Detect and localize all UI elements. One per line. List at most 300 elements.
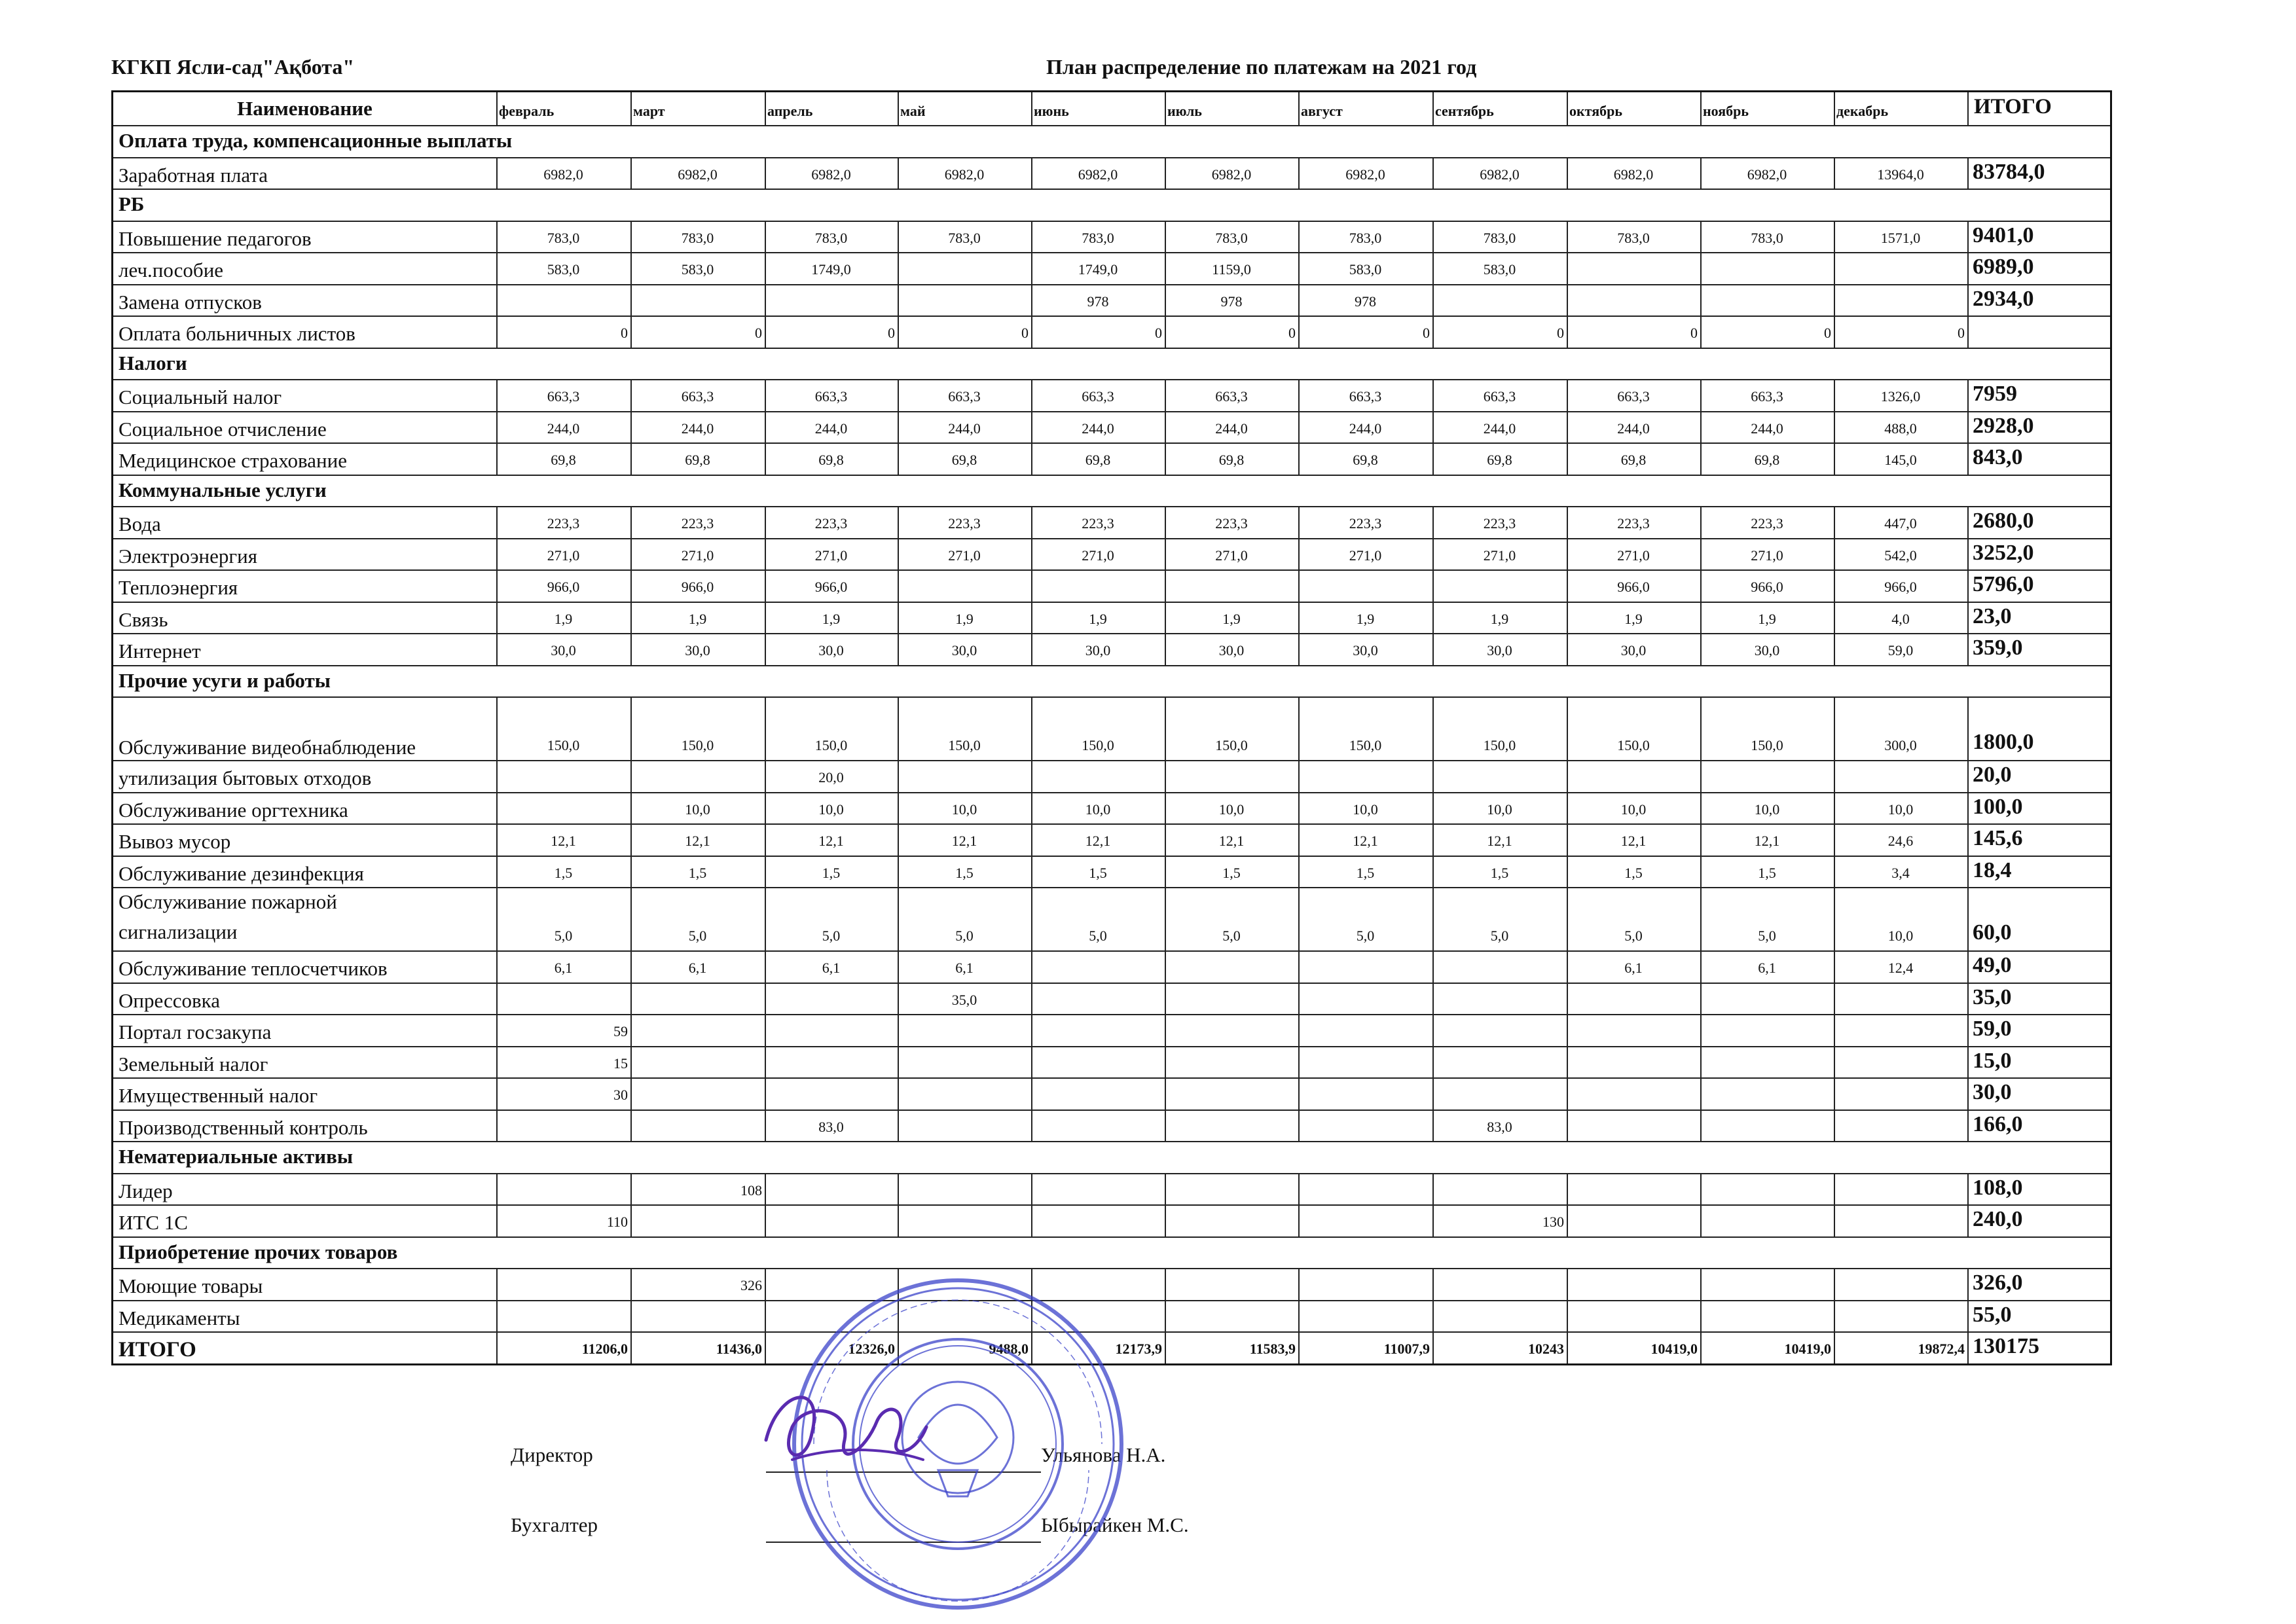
column-divider <box>898 252 899 284</box>
column-divider <box>1031 1300 1032 1332</box>
month-value <box>1834 252 1967 284</box>
row-label: Производственный контроль <box>118 1115 368 1139</box>
column-divider <box>496 856 498 888</box>
row-total: 2928,0 <box>1973 413 2034 438</box>
month-value: 783,0 <box>1751 229 1783 246</box>
column-divider <box>1165 696 1166 760</box>
column-divider <box>1700 887 1702 950</box>
header-month-6: июль <box>1167 103 1202 119</box>
column-divider <box>1432 1331 1434 1363</box>
column-divider <box>496 1300 498 1332</box>
column-divider <box>630 983 632 1015</box>
month-value: 244,0 <box>814 420 848 437</box>
row-label: Портал госзакупа <box>118 1020 272 1043</box>
column-divider <box>1432 633 1434 665</box>
column-divider <box>1967 252 1969 284</box>
column-divider <box>630 950 632 983</box>
column-divider <box>1567 696 1568 760</box>
month-value: 12,1 <box>1487 833 1512 849</box>
column-divider <box>1967 1014 1969 1046</box>
column-divider <box>765 950 766 983</box>
column-divider <box>1700 284 1702 316</box>
month-value <box>1298 1077 1432 1110</box>
month-value: 13964,0 <box>1877 166 1924 183</box>
column-divider <box>898 1077 899 1110</box>
month-value: 6982,0 <box>944 166 985 183</box>
row-label: Оплата больничных листов <box>118 322 355 345</box>
month-value <box>1700 1204 1834 1236</box>
month-value: 150,0 <box>681 737 714 753</box>
month-value <box>1700 1014 1834 1046</box>
month-value <box>1031 760 1165 792</box>
column-divider <box>898 506 899 538</box>
column-divider <box>1834 1046 1835 1078</box>
column-divider <box>1432 887 1434 950</box>
month-value: 12,1 <box>1353 833 1378 849</box>
column-divider <box>1031 316 1032 348</box>
column-divider <box>1165 284 1166 316</box>
grand-total-month-value: 9488,0 <box>989 1341 1029 1357</box>
month-value: 271,0 <box>1483 547 1516 564</box>
column-divider <box>1567 316 1568 348</box>
row-total: 18,4 <box>1973 857 2012 882</box>
month-value <box>496 1300 630 1332</box>
column-divider <box>630 887 632 950</box>
column-divider <box>630 1204 632 1236</box>
month-value: 663,3 <box>1082 388 1114 405</box>
month-value <box>1432 1173 1567 1205</box>
accountant-signature-line <box>766 1542 1041 1543</box>
column-divider <box>1567 1110 1568 1142</box>
column-divider <box>765 442 766 475</box>
month-value: 6,1 <box>554 960 573 976</box>
month-value <box>1165 1204 1298 1236</box>
section-heading: Оплата труда, компенсационные выплаты <box>118 129 513 152</box>
column-divider <box>1432 856 1434 888</box>
column-divider <box>630 442 632 475</box>
row-label: Замена отпусков <box>118 290 262 314</box>
column-divider <box>765 887 766 950</box>
column-divider <box>496 983 498 1015</box>
column-divider <box>1031 1331 1032 1363</box>
column-divider <box>1967 221 1969 253</box>
column-divider <box>1031 887 1032 950</box>
month-value: 10,0 <box>685 801 710 818</box>
month-value: 663,3 <box>1483 388 1516 405</box>
month-value: 1,5 <box>1089 864 1107 881</box>
month-value: 150,0 <box>1349 737 1382 753</box>
column-divider <box>1432 983 1434 1015</box>
month-value: 12,1 <box>818 833 844 849</box>
row-label: Обслуживание дезинфекция <box>118 861 364 885</box>
column-divider <box>1432 950 1434 983</box>
month-value <box>1165 1014 1298 1046</box>
column-divider <box>1298 442 1300 475</box>
column-divider <box>1700 950 1702 983</box>
column-divider <box>1165 1046 1166 1078</box>
column-divider <box>1834 92 1835 125</box>
month-value: 0 <box>1021 325 1029 341</box>
month-value <box>765 1077 898 1110</box>
column-divider <box>1567 602 1568 634</box>
month-value: 244,0 <box>1751 420 1783 437</box>
month-value: 24,6 <box>1887 833 1914 849</box>
column-divider <box>1298 1268 1300 1300</box>
column-divider <box>1567 1331 1568 1363</box>
payment-plan-table <box>111 90 2112 1365</box>
month-value <box>630 1046 765 1078</box>
month-value: 6982,0 <box>1211 166 1252 183</box>
month-value: 966,0 <box>1617 579 1650 595</box>
month-value: 1,9 <box>1089 610 1107 627</box>
row-total: 59,0 <box>1973 1017 2012 1041</box>
column-divider <box>1432 506 1434 538</box>
column-divider <box>1298 696 1300 760</box>
column-divider <box>496 284 498 316</box>
column-divider <box>1165 950 1166 983</box>
column-divider <box>1031 221 1032 253</box>
month-value: 966,0 <box>547 579 580 595</box>
column-divider <box>1567 506 1568 538</box>
column-divider <box>630 316 632 348</box>
month-value: 10,0 <box>951 801 977 818</box>
row-total <box>1967 316 2110 348</box>
column-divider <box>1165 569 1166 602</box>
month-value: 783,0 <box>681 229 714 246</box>
month-value: 1,9 <box>688 610 707 627</box>
row-label: Теплоэнергия <box>118 576 238 599</box>
row-total: 60,0 <box>1973 920 2012 945</box>
month-value <box>1834 1173 1967 1205</box>
month-value <box>1567 1046 1700 1078</box>
column-divider <box>496 506 498 538</box>
month-value: 6982,0 <box>1747 166 1787 183</box>
column-divider <box>1967 442 1969 475</box>
column-divider <box>1298 792 1300 824</box>
column-divider <box>1967 538 1969 570</box>
month-value: 300,0 <box>1884 737 1917 753</box>
month-value <box>630 1300 765 1332</box>
column-divider <box>898 1300 899 1332</box>
month-value <box>1031 950 1165 983</box>
month-value: 69,8 <box>818 452 844 468</box>
month-value: 663,3 <box>1349 388 1382 405</box>
column-divider <box>1165 442 1166 475</box>
month-value: 10,0 <box>1754 801 1780 818</box>
month-value: 6982,0 <box>543 166 583 183</box>
column-divider <box>1298 602 1300 634</box>
column-divider <box>765 379 766 411</box>
month-value: 1,5 <box>1758 864 1776 881</box>
month-value: 271,0 <box>547 547 580 564</box>
column-divider <box>1031 92 1032 125</box>
month-value <box>765 983 898 1015</box>
column-divider <box>1298 316 1300 348</box>
month-value: 1,5 <box>1222 864 1241 881</box>
column-divider <box>765 92 766 125</box>
column-divider <box>1031 633 1032 665</box>
month-value: 6982,0 <box>1613 166 1654 183</box>
column-divider <box>1967 760 1969 792</box>
row-total: 326,0 <box>1973 1271 2023 1295</box>
column-divider <box>630 633 632 665</box>
month-value: 223,3 <box>681 515 714 532</box>
grand-total-month-value: 11007,9 <box>1383 1341 1430 1357</box>
column-divider <box>1700 633 1702 665</box>
column-divider <box>1031 602 1032 634</box>
column-divider <box>765 221 766 253</box>
month-value: 12,1 <box>551 833 576 849</box>
month-value <box>1834 1268 1967 1300</box>
row-total: 108,0 <box>1973 1175 2023 1200</box>
column-divider <box>898 221 899 253</box>
column-divider <box>1567 538 1568 570</box>
column-divider <box>765 1173 766 1205</box>
column-divider <box>1432 1046 1434 1078</box>
column-divider <box>1432 316 1434 348</box>
month-value <box>1298 1204 1432 1236</box>
month-value: 1,5 <box>822 864 841 881</box>
column-divider <box>630 411 632 443</box>
month-value: 30,0 <box>818 642 844 659</box>
column-divider <box>1298 633 1300 665</box>
column-divider <box>1834 1268 1835 1300</box>
column-divider <box>496 1173 498 1205</box>
row-total: 359,0 <box>1973 636 2023 660</box>
column-divider <box>1967 316 1969 348</box>
column-divider <box>1967 284 1969 316</box>
month-value: 1,9 <box>822 610 841 627</box>
column-divider <box>1834 950 1835 983</box>
month-value <box>630 983 765 1015</box>
column-divider <box>1432 1110 1434 1142</box>
column-divider <box>1432 221 1434 253</box>
month-value <box>898 1077 1031 1110</box>
month-value: 244,0 <box>1483 420 1516 437</box>
month-value: 59,0 <box>1887 642 1914 659</box>
month-value: 150,0 <box>1483 737 1516 753</box>
month-value <box>1567 1077 1700 1110</box>
month-value: 5,0 <box>1356 928 1375 944</box>
month-value <box>1834 284 1967 316</box>
column-divider <box>1432 157 1434 189</box>
month-value: 5,0 <box>1624 928 1643 944</box>
month-value <box>1834 1077 1967 1110</box>
month-value: 1571,0 <box>1880 229 1921 246</box>
month-value <box>765 1268 898 1300</box>
column-divider <box>496 316 498 348</box>
column-divider <box>496 538 498 570</box>
month-value <box>1567 1204 1700 1236</box>
column-divider <box>1298 1077 1300 1110</box>
column-divider <box>1165 983 1166 1015</box>
column-divider <box>1834 856 1835 888</box>
month-value: 244,0 <box>948 420 981 437</box>
month-value: 223,3 <box>1617 515 1650 532</box>
row-total: 166,0 <box>1973 1111 2023 1136</box>
column-divider <box>1967 887 1969 950</box>
month-value: 583,0 <box>1349 261 1382 278</box>
month-value: 6982,0 <box>1480 166 1520 183</box>
row-total: 30,0 <box>1973 1080 2012 1104</box>
column-divider <box>1834 602 1835 634</box>
row-label: Обслуживание видеобнаблюдение <box>118 736 416 759</box>
column-divider <box>765 823 766 856</box>
column-divider <box>1567 633 1568 665</box>
column-divider <box>1298 823 1300 856</box>
month-value: 663,3 <box>1751 388 1783 405</box>
month-value <box>496 760 630 792</box>
column-divider <box>1834 569 1835 602</box>
column-divider <box>630 1268 632 1300</box>
column-divider <box>898 442 899 475</box>
month-value: 15 <box>613 1055 628 1072</box>
month-value <box>1700 1173 1834 1205</box>
month-value: 10,0 <box>1887 928 1914 944</box>
column-divider <box>1165 411 1166 443</box>
month-value <box>1298 569 1432 602</box>
month-value <box>898 1046 1031 1078</box>
column-divider <box>1031 950 1032 983</box>
month-value: 223,3 <box>814 515 848 532</box>
column-divider <box>1165 1173 1166 1205</box>
month-value <box>1432 950 1567 983</box>
month-value <box>898 1204 1031 1236</box>
column-divider <box>1700 983 1702 1015</box>
month-value <box>765 1204 898 1236</box>
column-divider <box>1298 157 1300 189</box>
row-total: 843,0 <box>1973 445 2023 469</box>
column-divider <box>1165 1077 1166 1110</box>
month-value <box>496 1110 630 1142</box>
column-divider <box>765 316 766 348</box>
column-divider <box>1432 252 1434 284</box>
column-divider <box>765 157 766 189</box>
column-divider <box>1165 252 1166 284</box>
column-divider <box>1567 856 1568 888</box>
column-divider <box>1700 856 1702 888</box>
document-title: План распределение по платежам на 2021 год <box>1046 55 1477 79</box>
month-value: 271,0 <box>681 547 714 564</box>
column-divider <box>1298 887 1300 950</box>
month-value <box>765 1173 898 1205</box>
row-label: Моющие товары <box>118 1274 263 1297</box>
column-divider <box>1834 1204 1835 1236</box>
month-value: 6982,0 <box>1345 166 1385 183</box>
month-value <box>1700 1046 1834 1078</box>
director-signature-line <box>766 1471 1041 1473</box>
column-divider <box>1165 792 1166 824</box>
row-label-line-1: Обслуживание пожарной <box>118 890 337 913</box>
month-value <box>1432 1268 1567 1300</box>
month-value: 583,0 <box>1483 261 1516 278</box>
column-divider <box>898 157 899 189</box>
column-divider <box>1031 983 1032 1015</box>
month-value: 5,0 <box>1758 928 1776 944</box>
row-label: Имущественный налог <box>118 1084 318 1107</box>
month-value: 0 <box>1155 325 1162 341</box>
month-value <box>1567 760 1700 792</box>
section-heading: Прочие усуги и работы <box>118 668 331 692</box>
column-divider <box>898 1014 899 1046</box>
column-divider <box>630 602 632 634</box>
month-value: 10,0 <box>818 801 844 818</box>
month-value <box>1298 1268 1432 1300</box>
header-month-8: сентябрь <box>1435 103 1494 119</box>
month-value: 130 <box>1542 1214 1564 1230</box>
column-divider <box>1567 442 1568 475</box>
month-value <box>1165 1173 1298 1205</box>
director-role: Директор <box>511 1443 593 1466</box>
month-value <box>1031 1204 1165 1236</box>
month-value: 1159,0 <box>1212 261 1251 278</box>
column-divider <box>1298 1014 1300 1046</box>
column-divider <box>1700 538 1702 570</box>
column-divider <box>1165 856 1166 888</box>
month-value <box>1432 983 1567 1015</box>
month-value: 1,5 <box>554 864 573 881</box>
month-value: 5,0 <box>1089 928 1107 944</box>
row-total: 49,0 <box>1973 953 2012 977</box>
month-value <box>1432 1046 1567 1078</box>
month-value: 1,5 <box>688 864 707 881</box>
month-value <box>1567 1173 1700 1205</box>
column-divider <box>630 760 632 792</box>
column-divider <box>1834 1331 1835 1363</box>
row-label: Связь <box>118 607 168 631</box>
column-divider <box>1165 602 1166 634</box>
column-divider <box>1700 569 1702 602</box>
column-divider <box>1967 792 1969 824</box>
column-divider <box>898 823 899 856</box>
month-value: 20,0 <box>818 769 844 785</box>
column-divider <box>1165 1268 1166 1300</box>
month-value <box>1700 252 1834 284</box>
month-value: 30,0 <box>551 642 576 659</box>
column-divider <box>1567 92 1568 125</box>
column-divider <box>630 92 632 125</box>
month-value: 4,0 <box>1891 610 1910 627</box>
column-divider <box>1834 221 1835 253</box>
column-divider <box>1298 1204 1300 1236</box>
column-divider <box>1834 411 1835 443</box>
row-label: утилизация бытовых отходов <box>118 767 372 789</box>
month-value <box>898 1014 1031 1046</box>
column-divider <box>496 1046 498 1078</box>
row-label-line-2: сигнализации <box>118 920 238 943</box>
row-label: Опрессовка <box>118 988 221 1012</box>
column-divider <box>496 442 498 475</box>
month-value <box>630 1077 765 1110</box>
column-divider <box>765 1331 766 1363</box>
column-divider <box>1298 856 1300 888</box>
month-value: 244,0 <box>1215 420 1248 437</box>
row-total: 6989,0 <box>1973 255 2034 279</box>
month-value <box>1567 1110 1700 1142</box>
month-value: 30,0 <box>1754 642 1780 659</box>
column-divider <box>1298 1046 1300 1078</box>
month-value: 223,3 <box>1082 515 1114 532</box>
row-total: 7959 <box>1973 382 2017 406</box>
month-value <box>1031 1110 1165 1142</box>
column-divider <box>630 1173 632 1205</box>
month-value <box>1567 1014 1700 1046</box>
column-divider <box>630 1014 632 1046</box>
month-value: 83,0 <box>1487 1118 1512 1135</box>
row-label: Интернет <box>118 640 201 662</box>
row-total: 240,0 <box>1973 1207 2023 1231</box>
month-value: 663,3 <box>681 388 714 405</box>
